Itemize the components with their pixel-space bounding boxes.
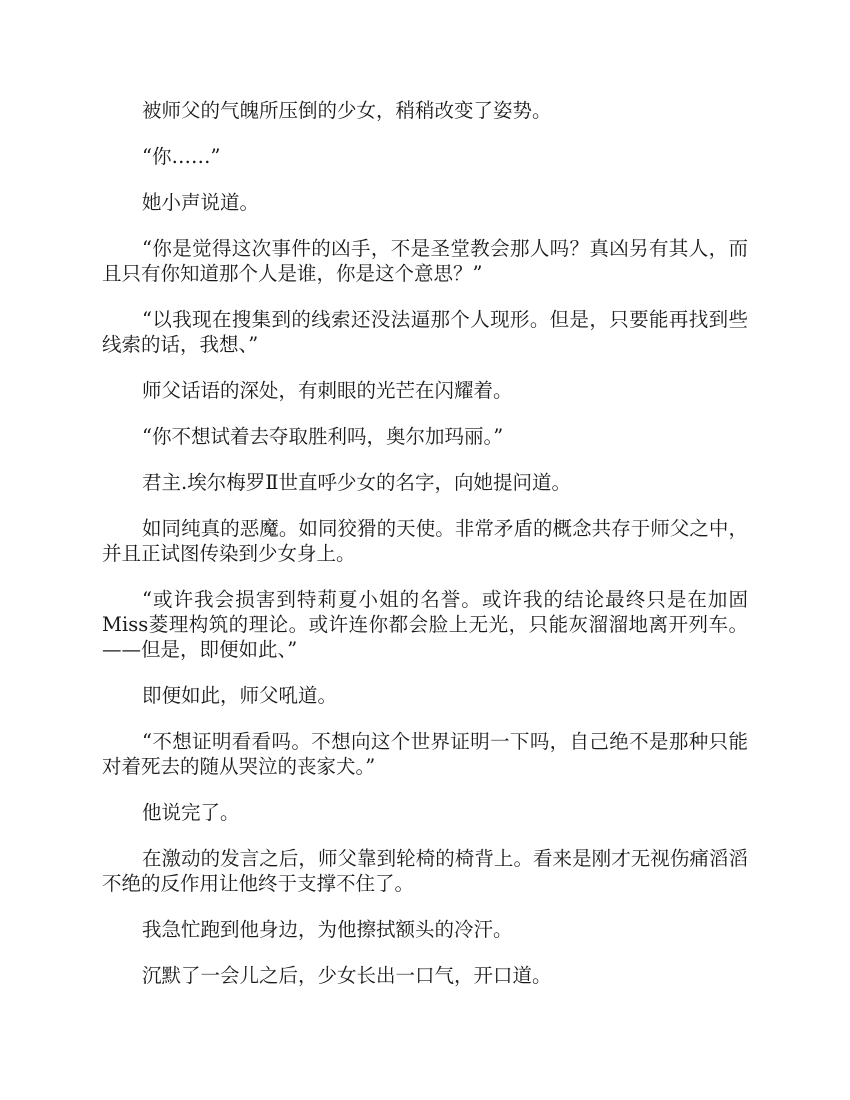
paragraph: “你不想试着去夺取胜利吗，奥尔加玛丽。” bbox=[142, 425, 504, 448]
body-text bbox=[102, 98, 748, 1009]
paragraph: 她小声说道。 bbox=[142, 191, 260, 214]
paragraph: 沉默了一会儿之后，少女长出一口气，开口道。 bbox=[142, 964, 552, 987]
paragraph: 他说完了。 bbox=[142, 801, 240, 824]
paragraph: 在激动的发言之后，师父靠到轮椅的椅背上。看来是刚才无视伤痛滔滔不绝的反作用让他终于支撑不住了。 bbox=[102, 847, 748, 895]
paragraph: 如同纯真的恶魔。如同狡猾的天使。非常矛盾的概念共存于师父之中，并且正试图传染到少女身上。 bbox=[102, 517, 748, 565]
paragraph: “不想证明看看吗。不想向这个世界证明一下吗，自己绝不是那种只能对着死去的随从哭泣的丧家犬。” bbox=[102, 730, 748, 778]
paragraph: 被师父的气魄所压倒的少女，稍稍改变了姿势。 bbox=[142, 99, 552, 122]
paragraph: 我急忙跑到他身边，为他擦拭额头的冷汗。 bbox=[142, 918, 513, 941]
paragraph: “你……” bbox=[142, 145, 221, 168]
paragraph: 师父话语的深处，有刺眼的光芒在闪耀着。 bbox=[142, 379, 513, 402]
paragraph: 君主.埃尔梅罗Ⅱ世直呼少女的名字，向她提问道。 bbox=[142, 471, 571, 494]
paragraph: “你是觉得这次事件的凶手，不是圣堂教会那人吗？真凶另有其人，而且只有你知道那个人是谁，你是这个意思？” bbox=[102, 237, 748, 285]
paragraph: “或许我会损害到特莉夏小姐的名誉。或许我的结论最终只是在加固Miss菱理构筑的理论。或许连你都会脸上无光，只能灰溜溜地离开列车。——但是，即便如此、” bbox=[102, 588, 748, 661]
paragraph: “以我现在搜集到的线索还没法逼那个人现形。但是，只要能再找到些线索的话，我想、” bbox=[102, 308, 748, 356]
paragraph: 即便如此，师父吼道。 bbox=[142, 684, 338, 707]
